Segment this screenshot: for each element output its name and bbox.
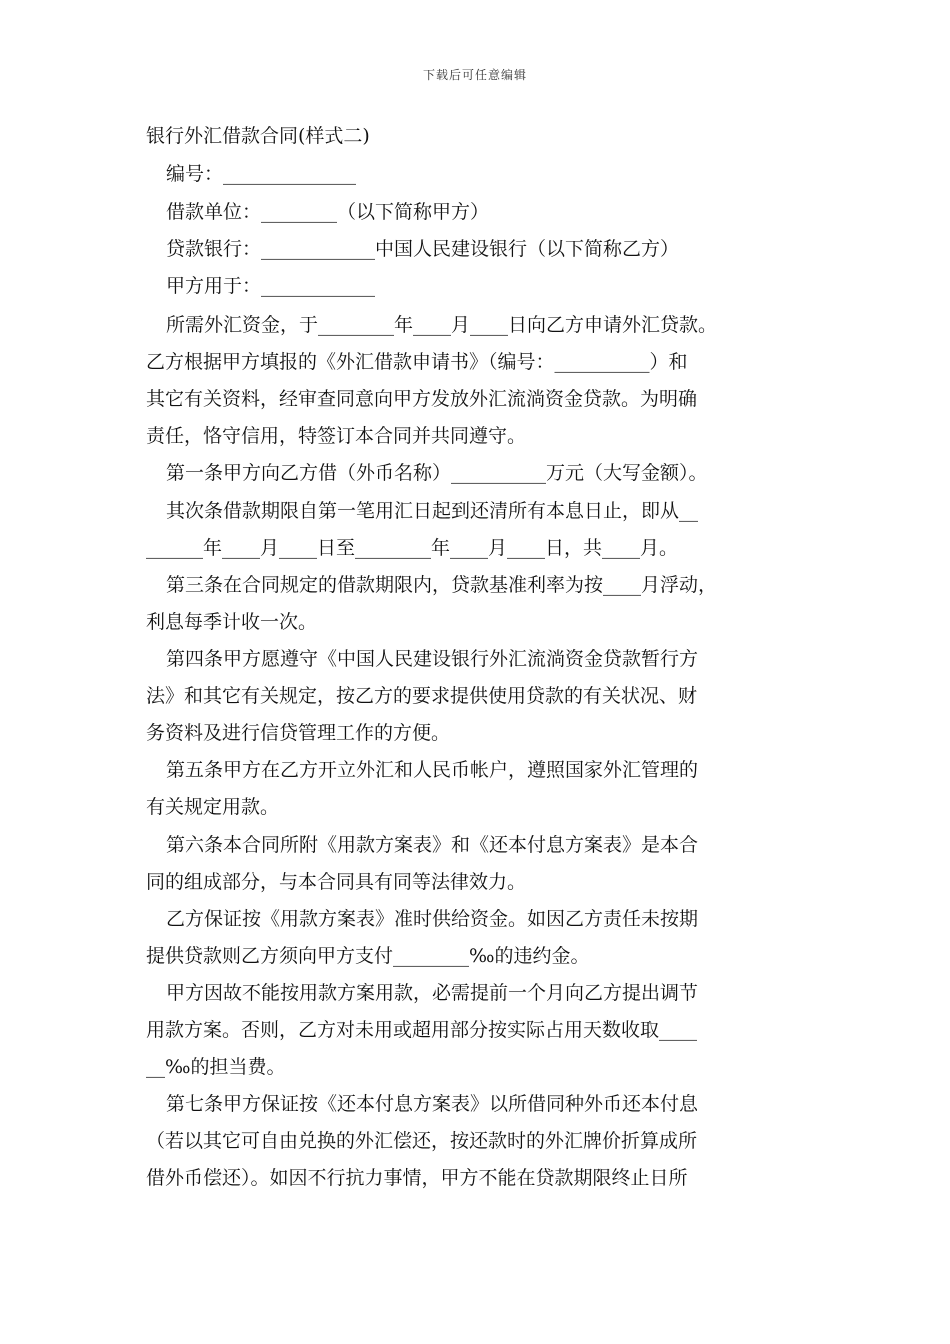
article-5-line: 第五条甲方在乙方开立外汇和人民币帐户，遵照国家外汇管理的 [166,759,699,781]
article-3-line: 利息每季计收一次。 [146,611,318,633]
lender-bank-line: 贷款银行：____________中国人民建设银行（以下简称乙方） [166,238,680,260]
paragraph-line: 责任，恪守信用，特签订本合同并共同遵守。 [146,425,527,447]
paragraph-line: 乙方根据甲方填报的《外汇借款申请书》（编号：__________）和 [146,351,688,373]
purpose-line: 甲方用于：____________ [166,275,376,297]
article-2-line: ______年____月____日至________年____月____日，共____月。 [146,537,679,559]
paragraph-line: 提供贷款则乙方须向甲方支付________‰的违约金。 [146,945,590,967]
article-2-line: 其次条借款期限自第一笔用汇日起到还清所有本息日止，即从__ [166,500,699,522]
contract-number-line: 编号：______________ [166,163,357,185]
article-6-line: 第六条本合同所附《用款方案表》和《还本付息方案表》是本合 [166,834,699,856]
article-6-line: 同的组成部分，与本合同具有同等法律效力。 [146,871,527,893]
paragraph-line: 其它有关资料，经审查同意向甲方发放外汇流淌资金贷款。为明确 [146,388,698,410]
paragraph-line: 乙方保证按《用款方案表》准时供给资金。如因乙方责任未按期 [166,908,699,930]
paragraph-line: 用款方案。否则，乙方对未用或超用部分按实际占用天数收取____ [146,1019,698,1041]
article-4-line: 务资料及进行信贷管理工作的方便。 [146,722,451,744]
article-4-line: 第四条甲方愿遵守《中国人民建设银行外汇流淌资金贷款暂行方 [166,648,699,670]
article-3-line: 第三条在合同规定的借款期限内，贷款基准利率为按____月浮动， [166,574,718,596]
paragraph-line: 所需外汇资金，于________年____月____日向乙方申请外汇贷款。 [166,314,718,336]
borrower-line: 借款单位：________（以下简称甲方） [166,201,490,223]
article-7-line: （若以其它可自由兑换的外汇偿还，按还款时的外汇牌价折算成所 [146,1130,698,1152]
paragraph-line: __‰的担当费。 [146,1056,286,1078]
article-4-line: 法》和其它有关规定，按乙方的要求提供使用贷款的有关状况、财 [146,685,698,707]
article-7-line: 第七条甲方保证按《还本付息方案表》以所借同种外币还本付息 [166,1093,699,1115]
paragraph-line: 甲方因故不能按用款方案用款，必需提前一个月向乙方提出调节 [166,982,699,1004]
page-header-note: 下载后可任意编辑 [422,68,527,82]
article-5-line: 有关规定用款。 [146,796,280,818]
article-1-line: 第一条甲方向乙方借（外币名称）__________万元（大写金额）。 [166,462,708,484]
article-7-line: 借外币偿还）。如因不行抗力事情，甲方不能在贷款期限终止日所 [146,1167,688,1189]
document-title: 银行外汇借款合同(样式二) [146,125,370,147]
